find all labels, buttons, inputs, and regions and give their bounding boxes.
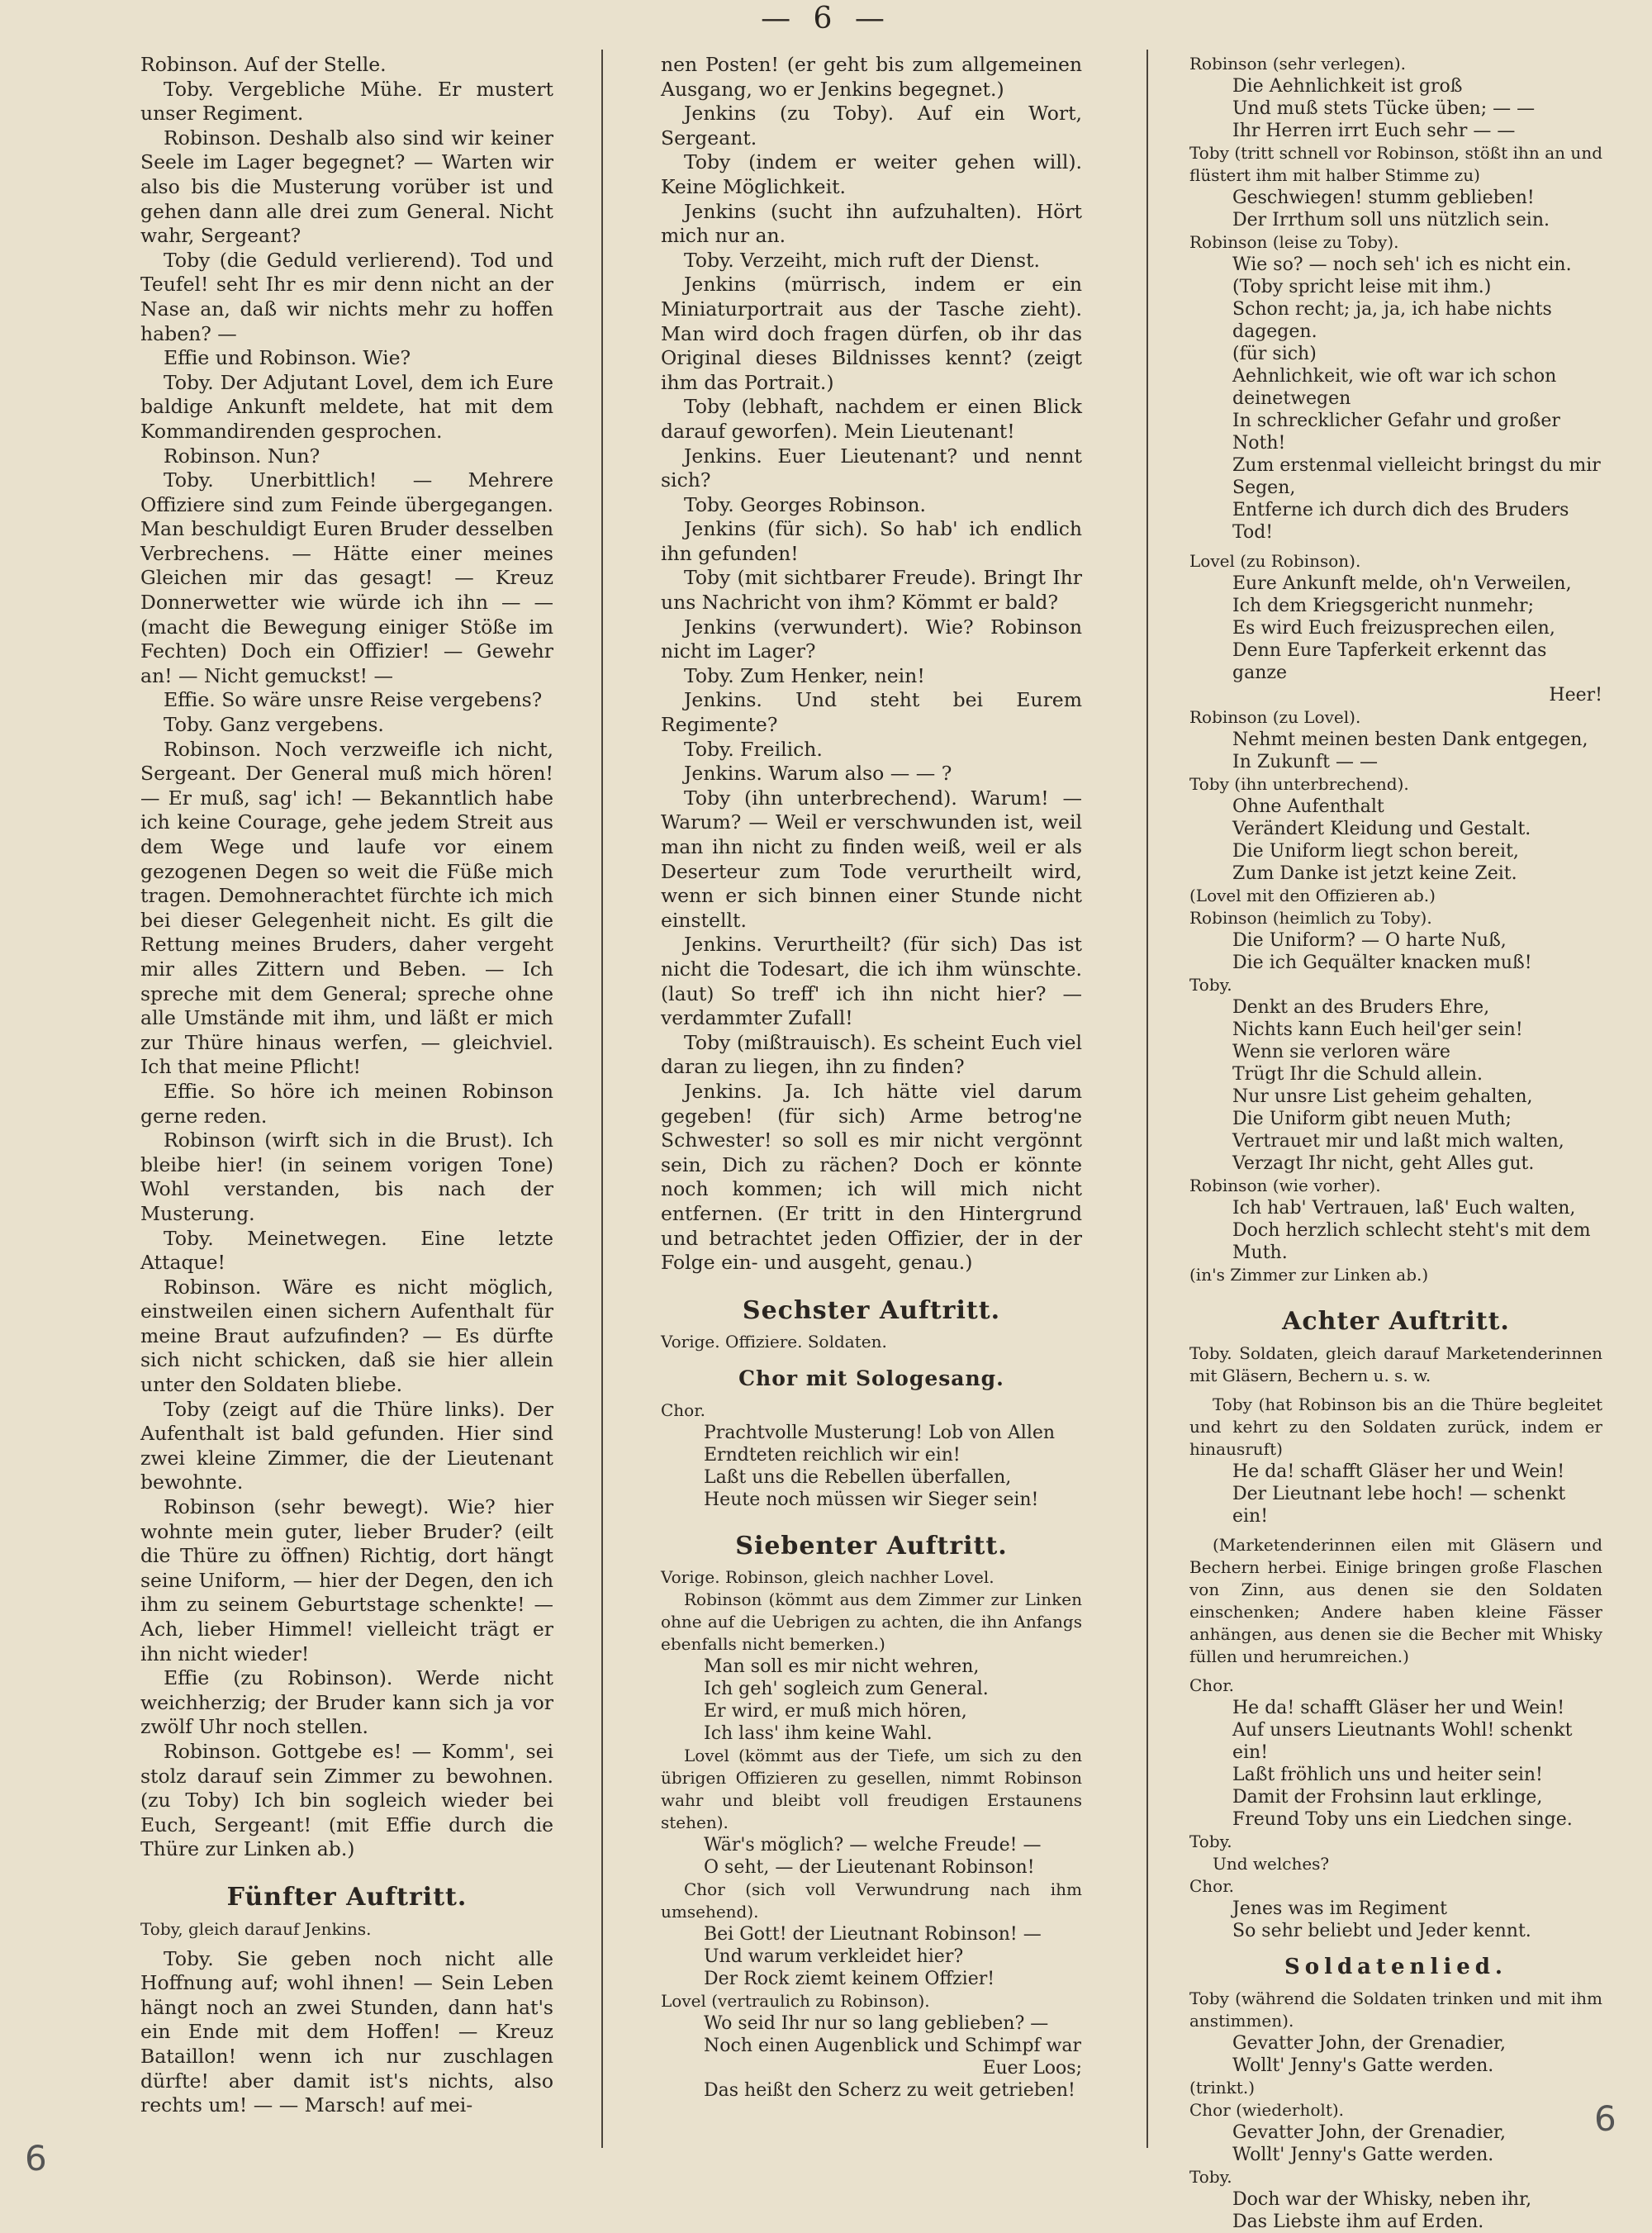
verse-line: Eure Ankunft melde, oh'n Verweilen,: [1232, 573, 1572, 594]
dialogue-line: Toby (lebhaft, nachdem er einen Blick darauf geworfen). Mein Lieutenant!: [661, 395, 1082, 443]
speaker-label: Chor.: [661, 1399, 705, 1420]
stage-direction: Toby (tritt schnell vor Robinson, stößt ihn an und flüstert ihm mit halber Stimme zu): [1189, 143, 1602, 185]
verse-line: Verändert Kleidung und Gestalt.: [1232, 819, 1531, 839]
stage-direction: (trinkt.): [1189, 2078, 1255, 2098]
stage-direction: Robinson (wie vorher).: [1189, 1176, 1381, 1195]
stage-direction: Toby (während die Soldaten trinken und mit ihm anstimmen).: [1189, 1988, 1602, 2031]
verse-line: Gevatter John, der Grenadier,: [1232, 2122, 1506, 2144]
verse-line: Denkt an des Bruders Ehre,: [1232, 997, 1490, 1018]
scene-cast: Toby, gleich darauf Jenkins.: [140, 1918, 372, 1939]
verse-line: He da! schafft Gläser her und Wein!: [1232, 1461, 1565, 1482]
dialogue-line: Effie und Robinson. Wie?: [164, 346, 411, 370]
verse-line: Es wird Euch freizusprechen eilen,: [1232, 618, 1555, 639]
verse-line: Entferne ich durch dich des Bruders Tod!: [1232, 500, 1569, 543]
dialogue-line: Robinson. Deshalb also sind wir keiner Seele im Lager begegnet? — Warten wir also bis die Musterung vorüber ist und gehen dann alle drei zum General. Nicht wahr, Sergeant?: [140, 126, 553, 248]
column-middle: [661, 53, 1082, 2149]
song-title: Soldatenlied.: [1284, 1954, 1507, 1979]
verse-line: Erndteten reichlich wir ein!: [704, 1444, 961, 1466]
verse-line: Prachtvolle Musterung! Lob von Allen: [704, 1422, 1056, 1443]
dialogue-line: Toby. Ganz vergebens.: [164, 713, 384, 737]
dialogue-line: Effie (zu Robinson). Werde nicht weichherzig; der Bruder kann sich ja vor zwölf Uhr noch stellen.: [140, 1666, 553, 1739]
verse-line: Heute noch müssen wir Sieger sein!: [704, 1489, 1039, 1510]
verse-line: Freund Toby uns ein Liedchen singe.: [1232, 1808, 1573, 1830]
page-number-value: 6: [813, 2, 839, 36]
dialogue-line: Jenkins (zu Toby). Auf ein Wort, Sergeant.: [661, 102, 1082, 150]
verse-line: In Zukunft — —: [1232, 752, 1378, 772]
verse-line: Der Lieutnant lebe hoch! — schenkt ein!: [1232, 1483, 1566, 1527]
scene-heading: Siebenter Auftritt.: [735, 1531, 1008, 1561]
dialogue-line: Toby. Unerbittlich! — Mehrere Offiziere sind zum Feinde übergegangen. Man beschuldigt Euren Bruder desselben Verbrechens. — Hätte einer meines Gleichen mir das gesagt! — Kreuz Donnerwetter wie würde ich ihn — — (macht die Bewegung einiger Stöße im Fechten) Doch ein Offizier! — Gewehr an! — Nicht gemuckst! —: [140, 468, 553, 687]
dialogue-line: Toby. Meinetwegen. Eine letzte Attaque!: [140, 1226, 553, 1275]
verse-line: (für sich): [1232, 344, 1317, 364]
verse-line: Wollt' Jenny's Gatte werden.: [1232, 2055, 1494, 2077]
verse-line: Auf unsers Lieutnants Wohl! schenkt ein!: [1232, 1719, 1573, 1763]
dialogue-line: Toby (die Geduld verlierend). Tod und Teufel! seht Ihr es mir denn nicht an der Nase an, daß wir nichts mehr zu hoffen haben? —: [140, 248, 553, 345]
dialogue-line: Robinson. Wäre es nicht möglich, einstweilen einen sichern Aufenthalt für meine Braut aufzufinden? — Es dürfte sich nicht schicken, daß sie hier allein unter den Soldaten bliebe.: [140, 1275, 553, 1397]
verse-line: Doch war der Whisky, neben ihr,: [1232, 2189, 1532, 2211]
stage-direction: Lovel (zu Robinson).: [1189, 551, 1361, 571]
verse-line: Damit der Frohsinn laut erklinge,: [1232, 1786, 1543, 1808]
dialogue-line: Toby. Zum Henker, nein!: [684, 663, 925, 687]
verse-line: Die Uniform? — O harte Nuß,: [1232, 930, 1507, 951]
verse-line: Und muß stets Tücke üben; — —: [1232, 98, 1536, 119]
verse-line: Noch einen Augenblick und Schimpf war: [704, 2036, 1082, 2057]
verse-line: Gevatter John, der Grenadier,: [1232, 2033, 1506, 2055]
verse-line: Wenn sie verloren wäre: [1232, 1042, 1450, 1062]
verse-line: Das heißt den Scherz zu weit getrieben!: [704, 2080, 1075, 2102]
verse-line: Nur unsre List geheim gehalten,: [1232, 1086, 1533, 1107]
column-rule: [1146, 50, 1148, 2148]
verse-line: Die Aehnlichkeit ist groß: [1232, 76, 1463, 97]
dialogue-line: Robinson. Gottgebe es! — Komm', sei stolz darauf sein Zimmer zu bewohnen. (zu Toby) Ich bin sogleich wieder bei Euch, Sergeant! (mit Effie durch die Thüre zur Linken ab.): [140, 1739, 553, 1861]
dialogue-line: Jenkins. Warum also — — ?: [684, 762, 952, 786]
verse-line: Geschwiegen! stumm geblieben!: [1232, 188, 1535, 208]
verse-line: (Toby spricht leise mit ihm.): [1232, 277, 1492, 297]
verse-line: Heer!: [1549, 685, 1602, 706]
stage-direction: Chor (sich voll Verwundrung nach ihm umsehend).: [661, 1879, 1082, 1922]
verse-line: Man soll es mir nicht wehren,: [704, 1656, 980, 1678]
dialogue-line: Toby (zeigt auf die Thüre links). Der Aufenthalt ist bald gefunden. Hier sind zwei kleine Zimmer, die der Lieutenant bewohnte.: [140, 1397, 553, 1494]
verse-line: Ich lass' ihm keine Wahl.: [704, 1723, 933, 1745]
verse-line: Nichts kann Euch heil'ger sein!: [1232, 1019, 1523, 1040]
verse-line: O seht, — der Lieutenant Robinson!: [704, 1857, 1035, 1879]
scene-cast: Toby. Soldaten, gleich darauf Marketenderinnen mit Gläsern, Bechern u. s. w.: [1189, 1342, 1602, 1385]
dialogue-line: Robinson (wirft sich in die Brust). Ich bleibe hier! (in seinem vorigen Tone) Wohl verstanden, bis nach der Musterung.: [140, 1128, 553, 1225]
stage-direction: Robinson (leise zu Toby).: [1189, 232, 1399, 252]
dialogue-line: Jenkins. Ja. Ich hätte viel darum gegeben! (für sich) Arme betrog'ne Schwester! so soll es mir nicht vergönnt sein, Dich zu rächen? Doch er könnte noch kommen; ich will mich nicht entfernen. (Er tritt in den Hintergrund und betrachtet jeden Offizier, der in der Folge ein- und ausgeht, genau.): [661, 1079, 1082, 1275]
pencil-page-mark-right: 6: [1594, 2098, 1616, 2139]
verse-line: Und warum verkleidet hier?: [704, 1946, 964, 1968]
verse-line: Ihr Herren irrt Euch sehr — —: [1232, 121, 1516, 141]
speaker-label: Toby.: [1189, 2167, 1232, 2188]
stage-direction: Chor (wiederholt).: [1189, 2100, 1345, 2121]
dialogue-line: Toby. Freilich.: [684, 737, 823, 761]
verse-line: Die Uniform gibt neuen Muth;: [1232, 1109, 1512, 1129]
dialogue-line: Toby (mißtrauisch). Es scheint Euch viel daran zu liegen, ihn zu finden?: [661, 1030, 1082, 1079]
dialogue-line: Jenkins (sucht ihn aufzuhalten). Hört mich nur an.: [661, 199, 1082, 248]
pencil-page-mark-left: 6: [25, 2138, 47, 2178]
verse-line: Das Liebste ihm auf Erden.: [1232, 2212, 1484, 2233]
verse-line: Schon recht; ja, ja, ich habe nichts dagegen.: [1232, 299, 1552, 342]
scene-heading: Fünfter Auftritt.: [226, 1882, 468, 1912]
stage-direction: Robinson (sehr verlegen).: [1189, 54, 1407, 74]
dialogue-line: Toby. Vergebliche Mühe. Er mustert unser Regiment.: [140, 77, 553, 126]
dialogue-line: Toby. Der Adjutant Lovel, dem ich Eure baldige Ankunft meldete, hat mit dem Kommandirenden gesprochen.: [140, 370, 553, 443]
column-right: [1189, 53, 1602, 2233]
dialogue-line: Toby. Sie geben noch nicht alle Hoffnung auf; wohl ihnen! — Sein Leben hängt noch an zwei Stunden, dann hat's ein Ende mit dem Hoffen! — Kreuz Bataillon! wenn ich nur zuschlagen dürfte! aber damit ist's nichts, also rechts um! — — Marsch! auf mei-: [140, 1946, 553, 2117]
verse-line: Wollt' Jenny's Gatte werden.: [1232, 2145, 1494, 2166]
chorus-title: Chor mit Sologesang.: [738, 1366, 1004, 1391]
verse-line: Wo seid Ihr nur so lang geblieben? —: [704, 2013, 1049, 2035]
stage-direction: Lovel (kömmt aus der Tiefe, um sich zu den übrigen Offizieren zu gesellen, nimmt Robinson wahr und bleibt voll freudigen Erstaunens stehen).: [661, 1746, 1082, 1833]
verse-line: Ohne Aufenthalt: [1232, 796, 1384, 817]
verse-line: Die ich Gequälter knacken muß!: [1232, 953, 1532, 973]
verse-line: Ich dem Kriegsgericht nunmehr;: [1232, 596, 1534, 616]
verse-line: Ich geh' sogleich zum General.: [704, 1679, 989, 1700]
verse-line: In schrecklicher Gefahr und großer Noth!: [1232, 411, 1560, 454]
scene-cast: Vorige. Robinson, gleich nachher Lovel.: [661, 1567, 995, 1588]
dialogue-line: Toby (ihn unterbrechend). Warum! — Warum? — Weil er verschwunden ist, weil man ihn nicht zu finden weiß, weil er als Deserteur zum Tode verurtheilt wird, wenn er sich binnen einer Stunde nicht einstellt.: [661, 786, 1082, 932]
stage-direction: (Lovel mit den Offizieren ab.): [1189, 886, 1436, 905]
verse-line: Zum erstenmal vielleicht bringst du mir Segen,: [1232, 455, 1601, 498]
verse-line: Bei Gott! der Lieutnant Robinson! —: [704, 1924, 1042, 1946]
stage-direction: Robinson (kömmt aus dem Zimmer zur Linken ohne auf die Uebrigen zu achten, die ihn Anfangs ebenfalls nicht bemerken.): [661, 1589, 1082, 1655]
dialogue-line: Effie. So wäre unsre Reise vergebens?: [164, 688, 543, 712]
dialogue-line: Robinson. Auf der Stelle.: [140, 53, 387, 76]
dialogue-line: Robinson. Noch verzweifle ich nicht, Sergeant. Der General muß mich hören! — Er muß, sag' ich! — Bekanntlich habe ich keine Courage, gehe jedem Streit aus dem Wege und laufe vor einem gezogenen Degen so weit die Füße mich tragen. Demohnerachtet fürchte ich mich bei dieser Gelegenheit nicht. Es gilt die Rettung meines Bruders, daher vergeht mir alles Zittern und Beben. — Ich spreche mit dem General; spreche ohne alle Umstände mit ihm, und läßt er mich zur Thüre hinaus werfen, — gleichviel. Ich that meine Pflicht!: [140, 737, 553, 1079]
dialogue-line: Toby. Georges Robinson.: [684, 492, 927, 516]
scene-heading: Sechster Auftritt.: [742, 1295, 1001, 1325]
dialogue-line: Robinson. Nun?: [164, 444, 320, 468]
verse-line: Der Irrthum soll uns nützlich sein.: [1232, 210, 1550, 230]
speaker-label: Chor.: [1189, 1875, 1234, 1896]
stage-direction: Robinson (heimlich zu Toby).: [1189, 908, 1432, 928]
stage-direction: Robinson (zu Lovel).: [1189, 707, 1361, 727]
verse-line: Trügt Ihr die Schuld allein.: [1232, 1064, 1483, 1085]
speaker-label: Chor.: [1189, 1675, 1234, 1695]
dialogue-line: Toby (mit sichtbarer Freude). Bringt Ihr uns Nachricht von ihm? Kömmt er bald?: [661, 566, 1082, 615]
dialogue-line: Jenkins (verwundert). Wie? Robinson nicht im Lager?: [661, 615, 1082, 663]
column-rule: [601, 50, 603, 2148]
stage-direction: (Marketenderinnen eilen mit Gläsern und Bechern herbei. Einige bringen große Flaschen von Zinn, aus denen sie den Soldaten einschenken; Andere haben kleine Fässer anhängen, aus denen sie die Becher mit Whisky füllen und herumreichen.): [1189, 1534, 1602, 1666]
dialogue-line: Jenkins. Verurtheilt? (für sich) Das ist nicht die Todesart, die ich ihm wünschte. (laut) So treff' ich ihn nicht hier? — verdammter Zufall!: [661, 933, 1082, 1030]
verse-line: Nehmt meinen besten Dank entgegen,: [1232, 729, 1588, 750]
scene-heading: Achter Auftritt.: [1282, 1307, 1510, 1336]
dialogue-line: Effie. So höre ich meinen Robinson gerne reden.: [140, 1079, 553, 1128]
verse-line: Wär's möglich? — welche Freude! —: [704, 1835, 1042, 1856]
verse-line: Die Uniform liegt schon bereit,: [1232, 841, 1519, 862]
verse-line: Aehnlichkeit, wie oft war ich schon deinetwegen: [1232, 366, 1557, 409]
verse-line: Euer Loos;: [982, 2058, 1082, 2079]
verse-line: Vertrauet mir und laßt mich walten,: [1232, 1131, 1564, 1152]
dialogue-line: Jenkins. Und steht bei Eurem Regimente?: [661, 688, 1082, 737]
dialogue-line: Toby. Verzeiht, mich ruft der Dienst.: [684, 248, 1040, 272]
dialogue-line: Toby (indem er weiter gehen will). Keine Möglichkeit.: [661, 150, 1082, 198]
stage-direction: Toby (ihn unterbrechend).: [1189, 774, 1409, 794]
verse-line: Der Rock ziemt keinem Offzier!: [704, 1969, 995, 1990]
verse-line: Jenes was im Regiment: [1232, 1898, 1448, 1919]
speaker-label: Toby.: [1189, 975, 1232, 995]
dialogue-line: nen Posten! (er geht bis zum allgemeinen Ausgang, wo er Jenkins begegnet.): [661, 53, 1082, 101]
dialogue-line: Jenkins. Euer Lieutenant? und nennt sich?: [661, 444, 1082, 492]
verse-line: Zum Danke ist jetzt keine Zeit.: [1232, 863, 1517, 884]
verse-line: So sehr beliebt und Jeder kennt.: [1232, 1920, 1531, 1941]
verse-line: Ich hab' Vertrauen, laß' Euch walten,: [1232, 1198, 1576, 1219]
verse-line: Laßt fröhlich uns und heiter sein!: [1232, 1764, 1543, 1785]
verse-line: Denn Eure Tapferkeit erkennt das ganze: [1232, 640, 1547, 683]
speaker-label: Toby.: [1189, 1831, 1232, 1851]
stage-direction: (in's Zimmer zur Linken ab.): [1189, 1265, 1429, 1285]
verse-line: Doch herzlich schlecht steht's mit dem Muth.: [1232, 1220, 1591, 1263]
verse-line: Wie so? — noch seh' ich es nicht ein.: [1232, 254, 1572, 275]
dialogue-line: Jenkins (mürrisch, indem er ein Miniaturportrait aus der Tasche zieht). Man wird doch fragen dürfen, ob ihr das Original dieses Bildnisses kennt? (zeigt ihm das Portrait.): [661, 273, 1082, 394]
verse-line: Laßt uns die Rebellen überfallen,: [704, 1466, 1012, 1488]
column-left: [140, 53, 553, 2149]
scene-cast: Vorige. Offiziere. Soldaten.: [661, 1332, 887, 1352]
stage-direction: Toby (hat Robinson bis an die Thüre begleitet und kehrt zu den Soldaten zurück, indem er hinausruft): [1189, 1394, 1602, 1459]
dialogue-line: Jenkins (für sich). So hab' ich endlich ihn gefunden!: [661, 517, 1082, 565]
stage-direction: Lovel (vertraulich zu Robinson).: [661, 1991, 930, 2012]
verse-line: Verzagt Ihr nicht, geht Alles gut.: [1232, 1153, 1535, 1174]
dialogue-line: Und welches?: [1213, 1853, 1330, 1874]
page-number: — 6 —: [761, 2, 891, 36]
verse-line: Er wird, er muß mich hören,: [704, 1701, 967, 1722]
verse-line: He da! schafft Gläser her und Wein!: [1232, 1697, 1565, 1718]
dialogue-line: Robinson (sehr bewegt). Wie? hier wohnte mein guter, lieber Bruder? (eilt die Thüre zu öffnen) Richtig, dort hängt seine Uniform, — hier der Degen, den ich ihm zu seinem Geburtstage schenkte! — Ach, lieber Himmel! vielleicht trägt er ihn nicht wieder!: [140, 1495, 553, 1665]
